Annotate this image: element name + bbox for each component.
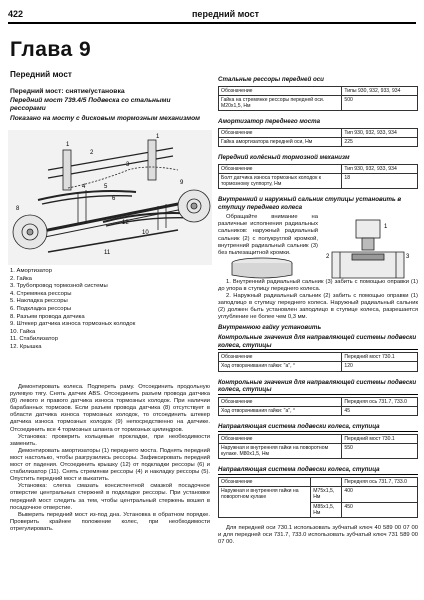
table-cell: М75х1,5, Нм [311, 487, 342, 502]
seal-text [218, 214, 318, 257]
paragraph: Демонтировать амортизаторы (1) переднего моста. Поднять передний мост настолько, чтобы разгрузились рессоры. Зафиксировать передний мост от падения. Отсоединить крышку (12) от подкладки рессоры (6) и стабилизатор (11). Снять стремянки рессоры (4) и накладку рессоры (5). Опустить передний мост и выкатить. [10, 447, 210, 483]
callout-1b: 1 [156, 134, 160, 140]
table-title: Амортизатор переднего моста [218, 118, 321, 126]
front-axle-illustration [8, 130, 212, 265]
spec-table-nut-2 [218, 477, 418, 518]
running-title: передний мост [192, 9, 259, 19]
paragraph: Обращайте внимание на различные исполнения радиальных сальников: наружный радиальный сальник (2) с полукруглой кромкой, внутренний радиальный сальник (3) без пылезащитной кромки. [218, 214, 318, 256]
table-cell [311, 477, 342, 486]
axle-drawing [8, 130, 212, 265]
table-cell: Передняя ось 731.7, 733.0 [342, 397, 418, 406]
table-cell: Тип 930, 932, 933, 934 [342, 164, 418, 173]
legend-item: 2. Гайка [10, 275, 32, 282]
seal-illustration [322, 218, 414, 280]
table-cell: Обозначение [219, 353, 342, 362]
paragraph: Выверить передний мост из-под дна. Установка в обратном порядке. Проверить крайнее положение колес, при необходимости отрегулировать. [10, 511, 210, 532]
legend-item: 10. Гайка [10, 328, 36, 335]
seal-callout-2: 2 [326, 254, 330, 260]
spec-table-hub-1 [218, 352, 418, 371]
table-title: Передний колёсный тормозной механизм [218, 154, 350, 162]
callout-6: 6 [112, 196, 116, 202]
table-cell: 45 [342, 406, 418, 415]
table-cell: 120 [342, 362, 418, 371]
spec-table-springs [218, 86, 418, 112]
table-cell: Обозначение [219, 86, 342, 95]
callout-9: 9 [180, 180, 184, 186]
page-number: 422 [8, 9, 24, 19]
left-column [10, 70, 208, 125]
paragraph: 2. Наружный радиальный сальник (2) забить с помощью оправки (1) заподлицо в ступицу переднего колеса. Наружный радиальный сальник (2) должен быть установлен заподлицо в ступице колеса, разрешается углубление не более чем 0,3 мм. [218, 292, 418, 321]
callout-3: 3 [126, 162, 130, 168]
section-title: Передний мост [10, 70, 72, 79]
table-cell: 18 [342, 174, 418, 189]
table-cell: Наружная и внутренняя гайки на поворотном кулаке [219, 487, 311, 518]
legend-item: 12. Крышка [10, 343, 42, 350]
seal-tool-illustration [226, 257, 298, 279]
callout-11: 11 [104, 250, 111, 256]
table-cell: Обозначение [219, 164, 342, 173]
legend-item: 4. Стремянка рессоры [10, 290, 72, 297]
parts-legend [10, 268, 210, 352]
table-cell: Обозначение [219, 477, 311, 486]
right-column [218, 76, 418, 546]
table-title: Контрольные значения для направляющей системы подвески колеса, ступицы [218, 333, 417, 349]
spec-table-hub-2 [218, 397, 418, 416]
seal-callout-1: 1 [384, 224, 388, 230]
table-cell: 225 [342, 138, 418, 147]
left-body-text [10, 384, 210, 533]
table-cell: Обозначение [219, 434, 342, 443]
mandrel-drawing [226, 257, 298, 279]
legend-item: 8. Разъем провода датчика [10, 313, 85, 320]
callout-4: 4 [82, 184, 86, 190]
table-cell: Ход отворачивания гайки: "а", ° [219, 362, 342, 371]
page-header [8, 8, 416, 24]
callout-10: 10 [142, 230, 149, 236]
legend-item: 5. Накладка рессоры [10, 298, 68, 305]
chapter-title: Глава 9 [10, 38, 92, 61]
paragraph: Установка: слегка смазать консистентной смазкой посадочное отверстие центральных стержней в подкладке рессоры. При установке передний мост следить за тем, чтобы центральный стержень вошел в посадочное отверстие. [10, 483, 210, 511]
table-cell: Болт датчика износа тормозных колодок к тормозному суппорту, Нм [219, 174, 342, 189]
table-cell: 400 [342, 487, 418, 502]
table-cell: Обозначение [219, 397, 342, 406]
callout-12: 12 [122, 220, 129, 226]
table-cell: Типы 930, 932, 933, 934 [342, 86, 418, 95]
table-title: Направляющая система подвески колеса, ступица [218, 466, 418, 475]
paragraph: 1. Внутренний радиальный сальник (3) забить с помощью оправки (1) до упора в ступицу переднего колеса. [218, 278, 418, 292]
spec-table-shock [218, 128, 418, 147]
table-cell: Гайка амортизатора передней оси, Нм [219, 138, 342, 147]
table-cell: Наружная и внутренняя гайки на поворотном кулаке. М80х1,5, Нм [219, 443, 342, 458]
table-cell: 450 [342, 502, 418, 517]
callout-5: 5 [104, 184, 108, 190]
table-title: Направляющая система подвески колеса, ступица [218, 423, 418, 432]
callout-2: 2 [90, 150, 94, 156]
legend-item: 1. Амортизатор [10, 268, 52, 274]
hub-heading: Внутреннюю гайку установить [218, 324, 322, 332]
legend-item: 6. Подкладка рессоры [10, 305, 72, 312]
table-cell: М85х1,5, Нм [311, 502, 342, 517]
table-cell: 550 [342, 443, 418, 458]
seal-heading: Внутренний и наружный сальник ступицы установить в ступицу переднего колеса [218, 196, 402, 211]
paragraph: Демонтировать колеса. Подпереть раму. Отсоединить продольную рулевую тягу. Снять датчик ABS. Отсоединить разъем провода датчика (8) левого и правого датчика износа тормозных колодок. При наличии барабанных тормозов. Если разъем провода датчика (8) отсутствует в области датчика износа тормозных колодок, то отсоединить штекер датчика износа тормозных колодок (9) непосредственно на датчике. Отсоединить все 4 тормозных шланга от тормозных цилиндров. [10, 384, 210, 433]
legend-item: 9. Штекер датчика износа тормозных колодок [10, 321, 136, 328]
table-cell: Тип 930, 932, 933, 934 [342, 128, 418, 137]
table-cell: Передний мост 730.1 [342, 434, 418, 443]
table-cell: Передняя ось 731.7, 733.0 [342, 477, 418, 486]
spec-table-brake [218, 164, 418, 190]
callout-8: 8 [16, 206, 20, 212]
paragraph: Установка: проверить кольцевые прокладки, при необходимости заменить. [10, 433, 210, 447]
subheading-variant: Передний мост 739.4/5 Подвеска со стальными рессорами [10, 97, 171, 112]
table-cell: Передний мост 730.1 [342, 353, 418, 362]
hub-seal-drawing [322, 218, 414, 280]
subheading-removal: Передний мост: снятие/установка [10, 88, 125, 95]
table-cell: 500 [342, 95, 418, 110]
callout-1: 1 [66, 142, 70, 148]
legend-item: 3. Трубопровод тормозной системы [10, 283, 108, 290]
table-cell: Обозначение [219, 128, 342, 137]
table-cell: Гайка на стремянке рессоры передней оси. М20х1,5, Нм [219, 95, 342, 110]
tool-note: Для передней оси 730.1 использовать зубчатый ключ 40 589 00 07 00 и для передней оси 731.7, 733.0 использовать зубчатый ключ 731 589 00 07 00. [218, 524, 418, 546]
table-title: Стальные рессоры передней оси [218, 76, 324, 83]
table-cell: Ход отворачивания гайки: "а", ° [219, 406, 342, 415]
legend-item: 11. Стабилизатор [10, 336, 58, 343]
seal-callout-3: 3 [406, 254, 410, 260]
spec-table-nut-1 [218, 434, 418, 460]
table-title: Контрольные значения для направляющей системы подвески колеса, ступицы [218, 378, 417, 394]
subheading-shown: Показано на мосту с дисковым тормозным механизмом [10, 115, 201, 122]
